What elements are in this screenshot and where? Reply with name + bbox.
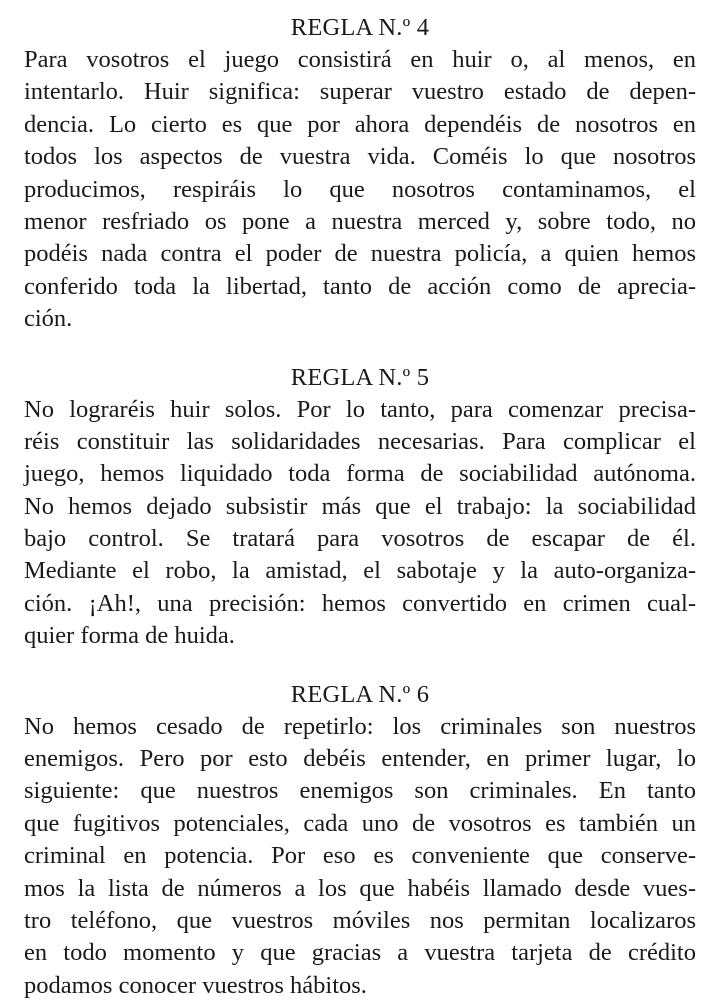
rule-4-line: Para vosotros el juego consistirá en huir o, al menos, en (24, 46, 696, 73)
rule-4-line: intentarlo. Huir significa: superar vuestro estado de depen- (24, 78, 696, 106)
rule-6-line: que fugitivos potenciales, cada uno de vosotros es también un (24, 809, 696, 837)
rule-6-line: siguiente: que nuestros enemigos son criminales. En tanto (24, 777, 696, 805)
rule-6-line: podamos conocer vuestros hábitos. (24, 971, 367, 999)
rule-6-line: No hemos cesado de repetirlo: los criminales son nuestros (24, 712, 696, 740)
rule-5-line: juego, hemos liquidado toda forma de sociabilidad autónoma. (24, 460, 696, 488)
rule-5-line: No lograréis huir solos. Por lo tanto, para comenzar precisa- (24, 395, 696, 423)
rule-6-title: REGLA N.º 6 (290, 680, 430, 708)
section-divider (24, 653, 696, 679)
rule-5-title: REGLA N.º 5 (290, 363, 430, 391)
rule-5-line: bajo control. Se tratará para vosotros de escapar de él. (24, 525, 696, 553)
rule-6-section (24, 679, 696, 1002)
rule-4-line: conferido toda la libertad, tanto de acción como de aprecia- (24, 272, 696, 300)
rule-4-line: producimos, respiráis lo que nosotros contaminamos, el (24, 175, 696, 203)
rule-4-title: REGLA N.º 4 (290, 14, 430, 41)
rule-4-section (24, 12, 696, 336)
rule-6-line: tro teléfono, que vuestros móviles nos permitan localizaros (24, 906, 696, 934)
rule-4-line: podéis nada contra el poder de nuestra policía, a quien hemos (24, 240, 696, 268)
rule-6-line: mos la lista de números a los que habéis llamado desde vues- (24, 874, 696, 902)
rule-5-line: réis constituir las solidaridades necesarias. Para complicar el (24, 427, 696, 455)
rule-4-line: menor resfriado os pone a nuestra merced y, sobre todo, no (24, 207, 696, 235)
section-divider (24, 336, 696, 362)
rule-5-line: quier forma de huida. (24, 622, 235, 650)
rule-6-line: criminal en potencia. Por eso es conveniente que conserve- (24, 842, 696, 870)
rule-5-line: No hemos dejado subsistir más que el trabajo: la sociabilidad (24, 492, 696, 520)
rule-4-line: ción. (24, 305, 73, 333)
rule-6-line: en todo momento y que gracias a vuestra tarjeta de crédito (24, 939, 696, 967)
rule-5-section (24, 362, 696, 653)
rule-6-line: enemigos. Pero por esto debéis entender, en primer lugar, lo (24, 745, 696, 773)
rule-4-line: todos los aspectos de vuestra vida. Coméis lo que nosotros (24, 143, 696, 171)
document-page (24, 12, 696, 1002)
rule-4-line: dencia. Lo cierto es que por ahora dependéis de nosotros en (24, 110, 696, 138)
rule-5-line: Mediante el robo, la amistad, el sabotaje y la auto-organiza- (24, 557, 696, 585)
rule-5-line: ción. ¡Ah!, una precisión: hemos convertido en crimen cual- (24, 589, 696, 617)
